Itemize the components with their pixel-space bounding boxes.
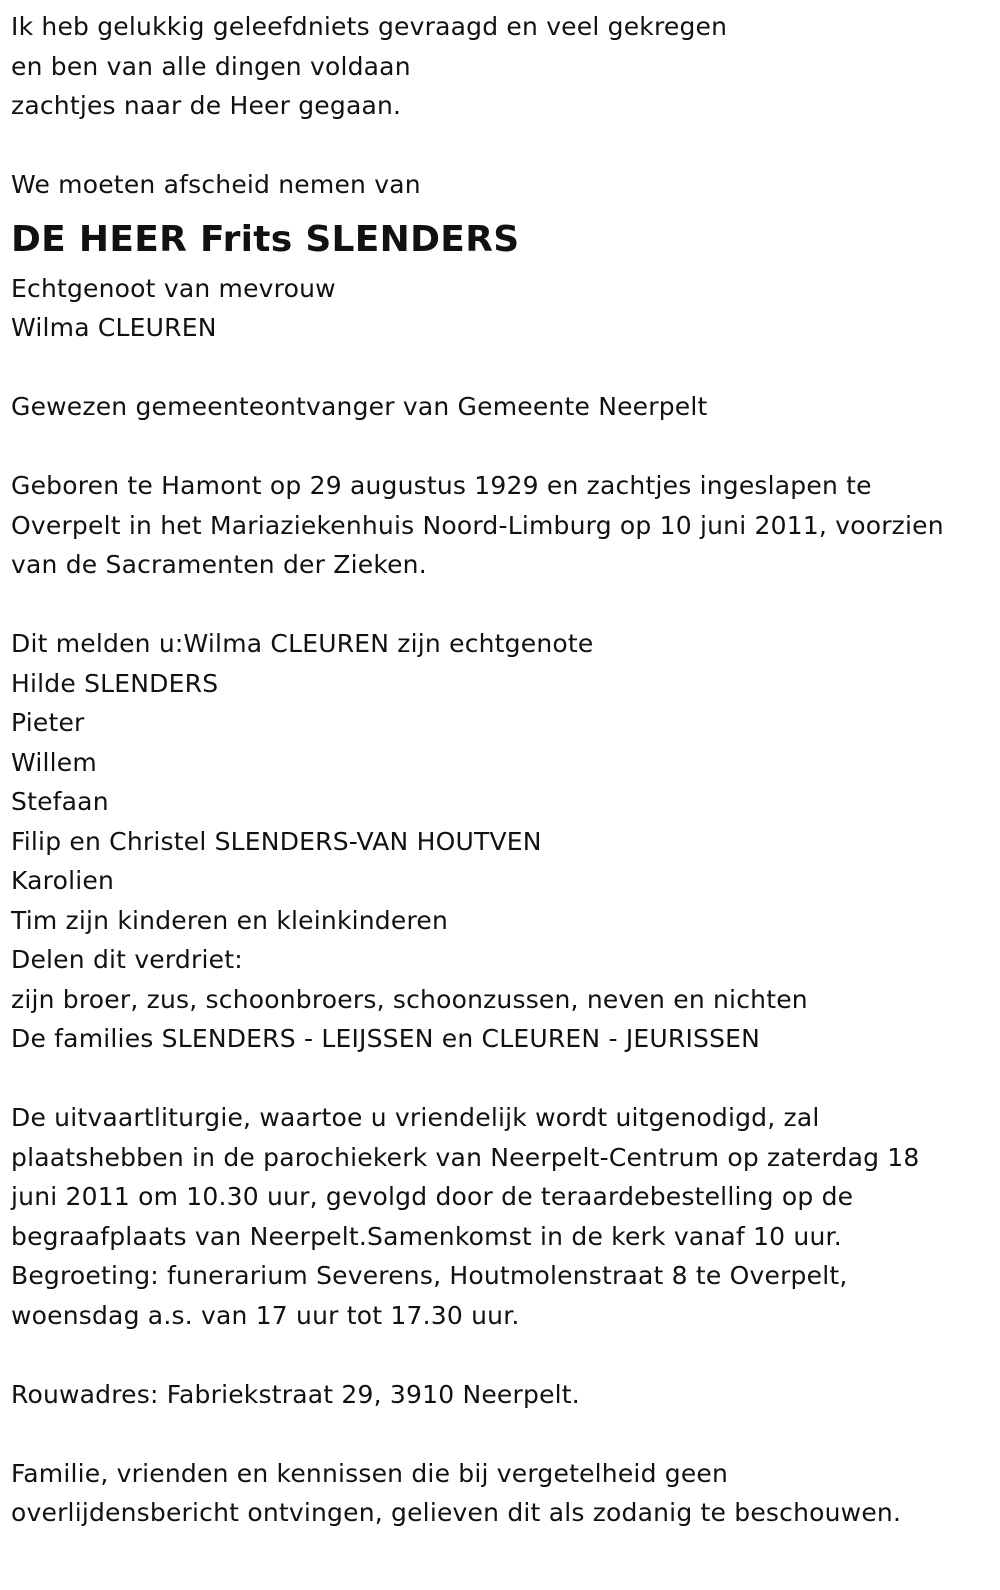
family-line: Pieter [11,708,85,737]
poem-line: en ben van alle dingen voldaan [11,51,411,81]
spacer [11,348,980,388]
paragraph-line: overlijdensbericht ontvingen, gelieven dit als zodanig te beschouwen. [11,1498,902,1527]
family-line: Willem [11,747,97,777]
family-line: De families SLENDERS - LEIJSSEN en CLEUREN - JEURISSEN [11,1024,761,1053]
spacer [11,1335,980,1375]
paragraph-line: Geboren te Hamont op 29 augustus 1929 en zachtjes ingeslapen te [11,471,872,500]
paragraph-line: plaatshebben in de parochiekerk van Neerpelt-Centrum op zaterdag 18 [11,1142,920,1172]
family-line: zijn broer, zus, schoonbroers, schoonzussen, neven en nichten [11,984,808,1014]
poem-line: zachtjes naar de Heer gegaan. [11,91,402,120]
closing-paragraph [11,1454,980,1533]
family-line: Hilde SLENDERS [11,668,219,698]
paragraph-line: De uitvaartliturgie, waartoe u vriendelijk wordt uitgenodigd, zal [11,1103,820,1132]
poem-line: Ik heb gelukkig geleefdniets gevraagd en veel gekregen [11,12,728,41]
spacer [11,1059,980,1099]
spacer [11,1414,980,1454]
family-line: Tim zijn kinderen en kleinkinderen [11,905,449,935]
paragraph-line: Begroeting: funerarium Severens, Houtmolenstraat 8 te Overpelt, [11,1261,848,1290]
paragraph-line: Familie, vrienden en kennissen die bij vergetelheid geen [11,1458,729,1488]
paragraph-line: juni 2011 om 10.30 uur, gevolgd door de teraardebestelling op de [11,1182,854,1211]
paragraph-line: begraafplaats van Neerpelt.Samenkomst in de kerk vanaf 10 uur. [11,1221,842,1251]
family-line: Stefaan [11,787,109,816]
spouse-info [11,269,980,348]
spacer [11,126,980,166]
deceased-name-heading: DE HEER Frits SLENDERS [11,218,520,260]
poem [11,7,980,126]
intro-text: We moeten afscheid nemen van [11,170,421,199]
paragraph-line: van de Sacramenten der Zieken. [11,550,427,579]
funeral-paragraph [11,1098,980,1335]
paragraph-line: Overpelt in het Mariaziekenhuis Noord-Limburg op 10 juni 2011, voorzien [11,510,944,540]
family-line: Karolien [11,866,115,895]
spacer [11,585,980,625]
paragraph-line: woensdag a.s. van 17 uur tot 17.30 uur. [11,1300,520,1330]
family-line: Filip en Christel SLENDERS-VAN HOUTVEN [11,826,542,856]
spouse-line: Echtgenoot van mevrouw [11,273,336,303]
spouse-line: Wilma CLEUREN [11,313,217,342]
mourning-address: Rouwadres: Fabriekstraat 29, 3910 Neerpelt. [11,1379,580,1409]
spacer [11,427,980,467]
family-list [11,624,980,1059]
family-line: Delen dit verdriet: [11,945,243,974]
family-line: Dit melden u:Wilma CLEUREN zijn echtgenote [11,629,594,658]
occupation-text: Gewezen gemeenteontvanger van Gemeente Neerpelt [11,392,708,421]
birth-death-paragraph [11,466,980,585]
